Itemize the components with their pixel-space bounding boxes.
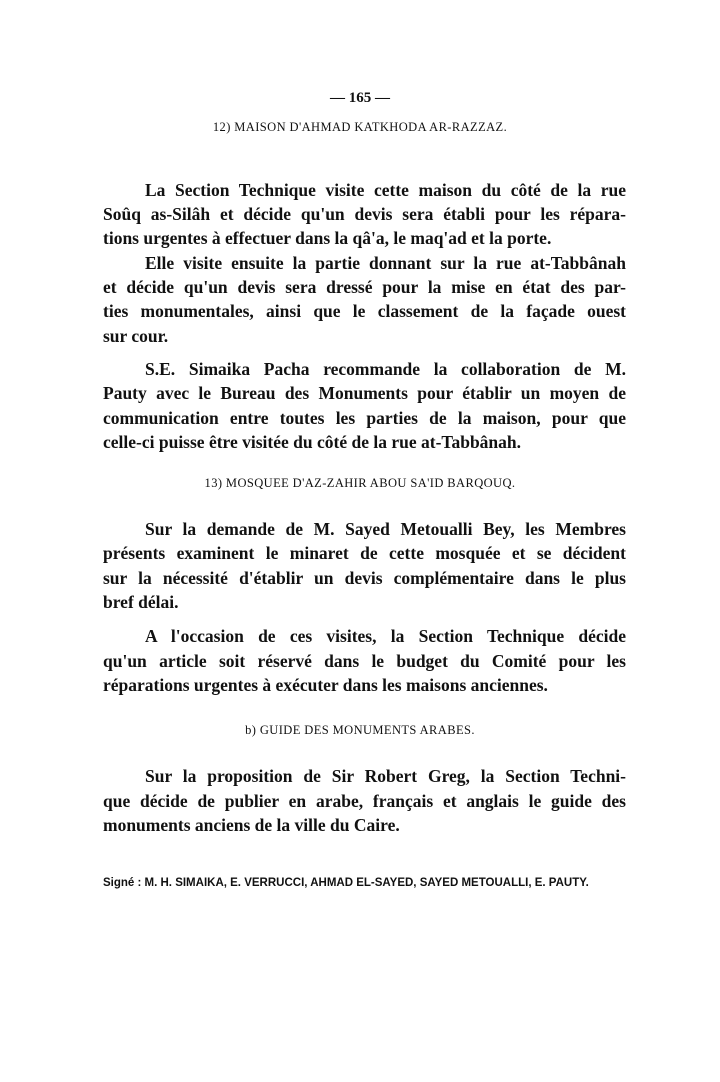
text-line: celle-ci puisse être visitée du côté de la rue at-Tabbânah. [103, 432, 522, 452]
text-line: La Section Technique visite cette maison du côté de la rue [145, 180, 626, 200]
text-line: Soûq as-Silâh et décide qu'un devis sera établi pour les répara- [103, 204, 626, 224]
text-line: bref délai. [103, 592, 179, 612]
text-line: Sur la proposition de Sir Robert Greg, la Section Techni- [145, 766, 626, 786]
signature-line: Signé : M. H. SIMAIKA, E. VERRUCCI, AHMAD EL-SAYED, SAYED METOUALLI, E. PAUTY. [103, 877, 589, 889]
text-line: ties monumentales, ainsi que le classement de la façade ouest [103, 301, 626, 321]
text-line: A l'occasion de ces visites, la Section Technique décide [145, 626, 626, 646]
text-line: réparations urgentes à exécuter dans les maisons anciennes. [103, 675, 548, 695]
text-line: qu'un article soit réservé dans le budget du Comité pour les [103, 651, 626, 671]
text-line: monuments anciens de la ville du Caire. [103, 815, 400, 835]
text-line: Pauty avec le Bureau des Monuments pour établir un moyen de [103, 383, 626, 403]
section-heading-13: 13) MOSQUEE D'AZ-ZAHIR ABOU SA'ID BARQOUQ. [204, 476, 516, 490]
text-line: communication entre toutes les parties de la maison, pour que [103, 408, 626, 428]
text-line: tions urgentes à effectuer dans la qâ'a, le maq'ad et la porte. [103, 228, 552, 248]
text-line: sur cour. [103, 326, 169, 346]
section-heading-b: b) GUIDE DES MONUMENTS ARABES. [245, 723, 475, 737]
page-number: — 165 — [330, 90, 390, 106]
text-line: que décide de publier en arabe, français et anglais le guide des [103, 791, 626, 811]
section-heading-12: 12) MAISON D'AHMAD KATKHODA AR-RAZZAZ. [212, 120, 508, 134]
text-line: sur la nécessité d'établir un devis complémentaire dans le plus [103, 568, 626, 588]
text-line: S.E. Simaika Pacha recommande la collaboration de M. [145, 359, 626, 379]
text-line: Elle visite ensuite la partie donnant sur la rue at-Tabbânah [145, 253, 626, 273]
text-line: et décide qu'un devis sera dressé pour la mise en état des par- [103, 277, 626, 297]
text-line: Sur la demande de M. Sayed Metoualli Bey, les Membres [145, 519, 626, 539]
text-line: présents examinent le minaret de cette mosquée et se décident [103, 543, 626, 563]
